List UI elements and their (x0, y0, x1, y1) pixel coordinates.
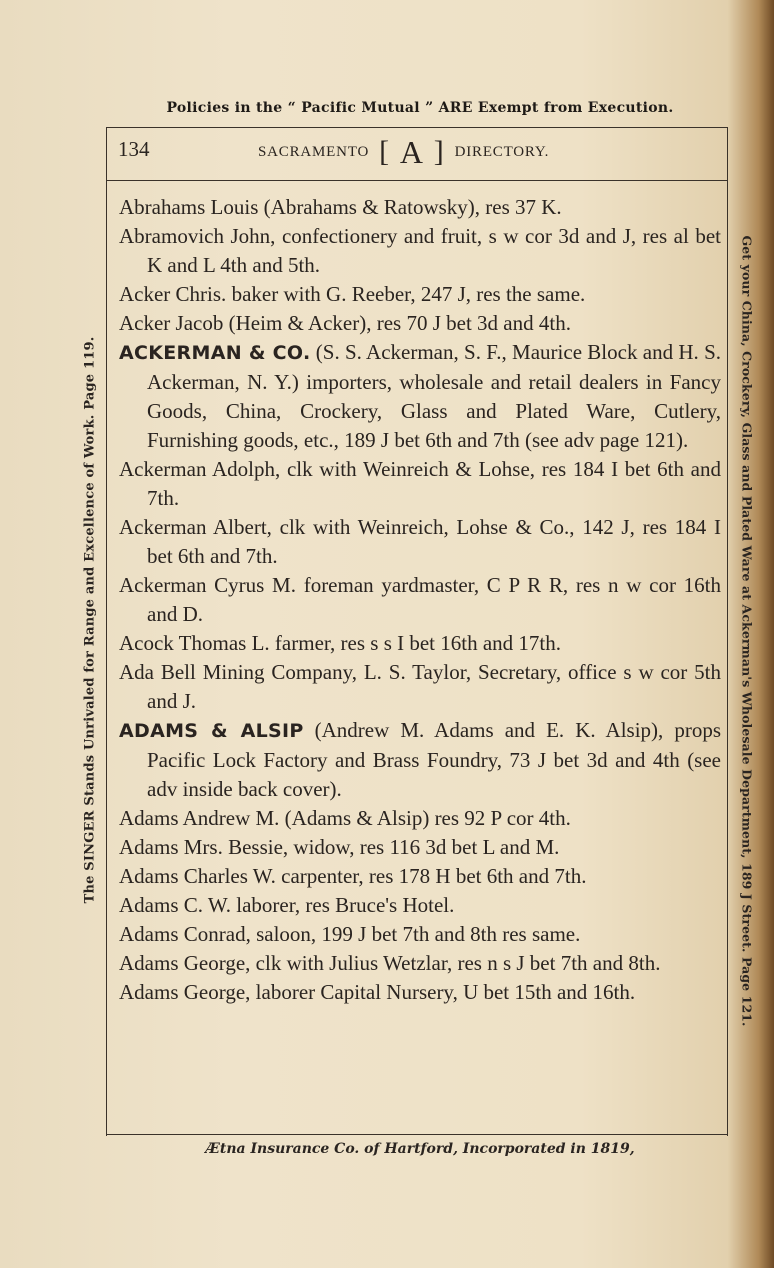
entry-name: Acker Chris. (119, 282, 227, 306)
entry-details: foreman yardmaster, C P R R, res n w cor 16th and D. (147, 573, 721, 626)
left-margin-advertisement (80, 266, 100, 974)
entry-details: carpenter, res 178 H bet 6th and 7th. (275, 864, 587, 888)
right-margin-advertisement (736, 138, 758, 1124)
top-advertisement-banner: Policies in the “ Pacific Mutual ” ARE Exempt from Execution. (166, 100, 674, 116)
entry-details: (Adams & Alsip) res 92 P cor 4th. (279, 806, 571, 830)
entry-name: Adams Mrs. Bessie (119, 835, 283, 859)
section-letter: A (399, 134, 424, 170)
entry-details: , clk with Julius Wetzlar, res n s J bet 7th and 8th. (245, 951, 661, 975)
entry-name: Ackerman Cyrus M. (119, 573, 296, 597)
entry-details: baker with G. Reeber, 247 J, res the same. (226, 282, 586, 306)
bottom-advertisement-banner: Ætna Insurance Co. of Hartford, Incorporated in 1819, (205, 1141, 635, 1157)
entry-name: ADAMS & ALSIP (119, 720, 304, 742)
entry-name: Adams Conrad (119, 922, 246, 946)
entry-name: Ada Bell Mining Company (119, 660, 352, 684)
header-rule (106, 180, 728, 181)
directory-entry (119, 338, 721, 455)
directory-entry (119, 891, 721, 920)
entry-details: , clk with Weinreich & Lohse, res 184 I bet 6th and 7th. (147, 457, 721, 510)
entry-details: (Heim & Acker), res 70 J bet 3d and 4th. (223, 311, 571, 335)
directory-entry (119, 280, 721, 309)
directory-entry (119, 862, 721, 891)
entry-name: Adams Andrew M. (119, 806, 280, 830)
directory-entry (119, 716, 721, 804)
entry-details: , clk with Weinreich, Lohse & Co., 142 J, res 184 I bet 6th and 7th. (147, 515, 721, 568)
running-head-title: DIRECTORY. (454, 143, 550, 160)
entry-name: Adams George (119, 980, 246, 1004)
entry-name: Adams Charles W. (119, 864, 276, 888)
directory-entries (119, 193, 721, 1007)
entry-details: , widow, res 116 3d bet L and M. (282, 835, 560, 859)
entry-details: (S. S. Ackerman, S. F., Maurice Block and H. S. Ackerman, N. Y.) importers, wholesale and retail dealers in Fancy Goods, China, Crockery, Glass and Plated Ware, Cutlery, Furnishing goods, etc., 189 J bet 6th and 7th (see adv page 121). (147, 340, 722, 452)
entry-details: (Andrew M. Adams and E. K. Alsip), props Pacific Lock Factory and Brass Foundry, 73 J bet 3d and 4th (see adv inside back cover). (147, 718, 721, 801)
directory-entry (119, 513, 721, 571)
left-margin-text: The SINGER Stands Unrivaled for Range and Excellence of Work. Page 119. (82, 336, 98, 904)
running-head (258, 132, 549, 172)
directory-entry (119, 222, 721, 280)
entry-name: Ackerman Adolph (119, 457, 275, 481)
directory-entry (119, 833, 721, 862)
entry-name: Adams C. W. (119, 893, 232, 917)
page-number: 134 (118, 137, 150, 161)
directory-entry (119, 455, 721, 513)
directory-entry (119, 658, 721, 716)
entry-details: (Abrahams & Ratowsky), res 37 K. (258, 195, 562, 219)
directory-entry (119, 571, 721, 629)
entry-details: laborer, res Bruce's Hotel. (231, 893, 455, 917)
entry-details: , confectionery and fruit, s w cor 3d and J, res al bet K and L 4th and 5th. (147, 224, 721, 277)
entry-name: Acock Thomas L. (119, 631, 270, 655)
bracket-close: ] (433, 135, 445, 168)
entry-name: Abramovich John (119, 224, 271, 248)
bracket-open: [ (379, 135, 390, 168)
directory-entry (119, 629, 721, 658)
frame-bottom-rule (106, 1134, 728, 1135)
entry-name: Adams George (119, 951, 246, 975)
directory-entry (119, 193, 721, 222)
entry-name: Abrahams Louis (119, 195, 259, 219)
entry-details: , L. S. Taylor, Secretary, office s w cor 5th and J. (147, 660, 721, 713)
entry-details: farmer, res s s I bet 16th and 17th. (269, 631, 562, 655)
directory-entry (119, 309, 721, 338)
directory-entry (119, 949, 721, 978)
running-head-city: SACRAMENTO (258, 143, 370, 160)
directory-entry (119, 804, 721, 833)
entry-name: ACKERMAN & CO. (119, 342, 311, 364)
directory-entry (119, 920, 721, 949)
entry-name: Acker Jacob (119, 311, 224, 335)
right-margin-text: Get your China, Crockery, Glass and Plated Ware at Ackerman's Wholesale Department, 189 J Street. Page 121. (739, 235, 755, 1027)
entry-details: , laborer Capital Nursery, U bet 15th and 16th. (245, 980, 636, 1004)
entry-details: , saloon, 199 J bet 7th and 8th res same. (245, 922, 581, 946)
directory-entry (119, 978, 721, 1007)
entry-name: Ackerman Albert (119, 515, 267, 539)
